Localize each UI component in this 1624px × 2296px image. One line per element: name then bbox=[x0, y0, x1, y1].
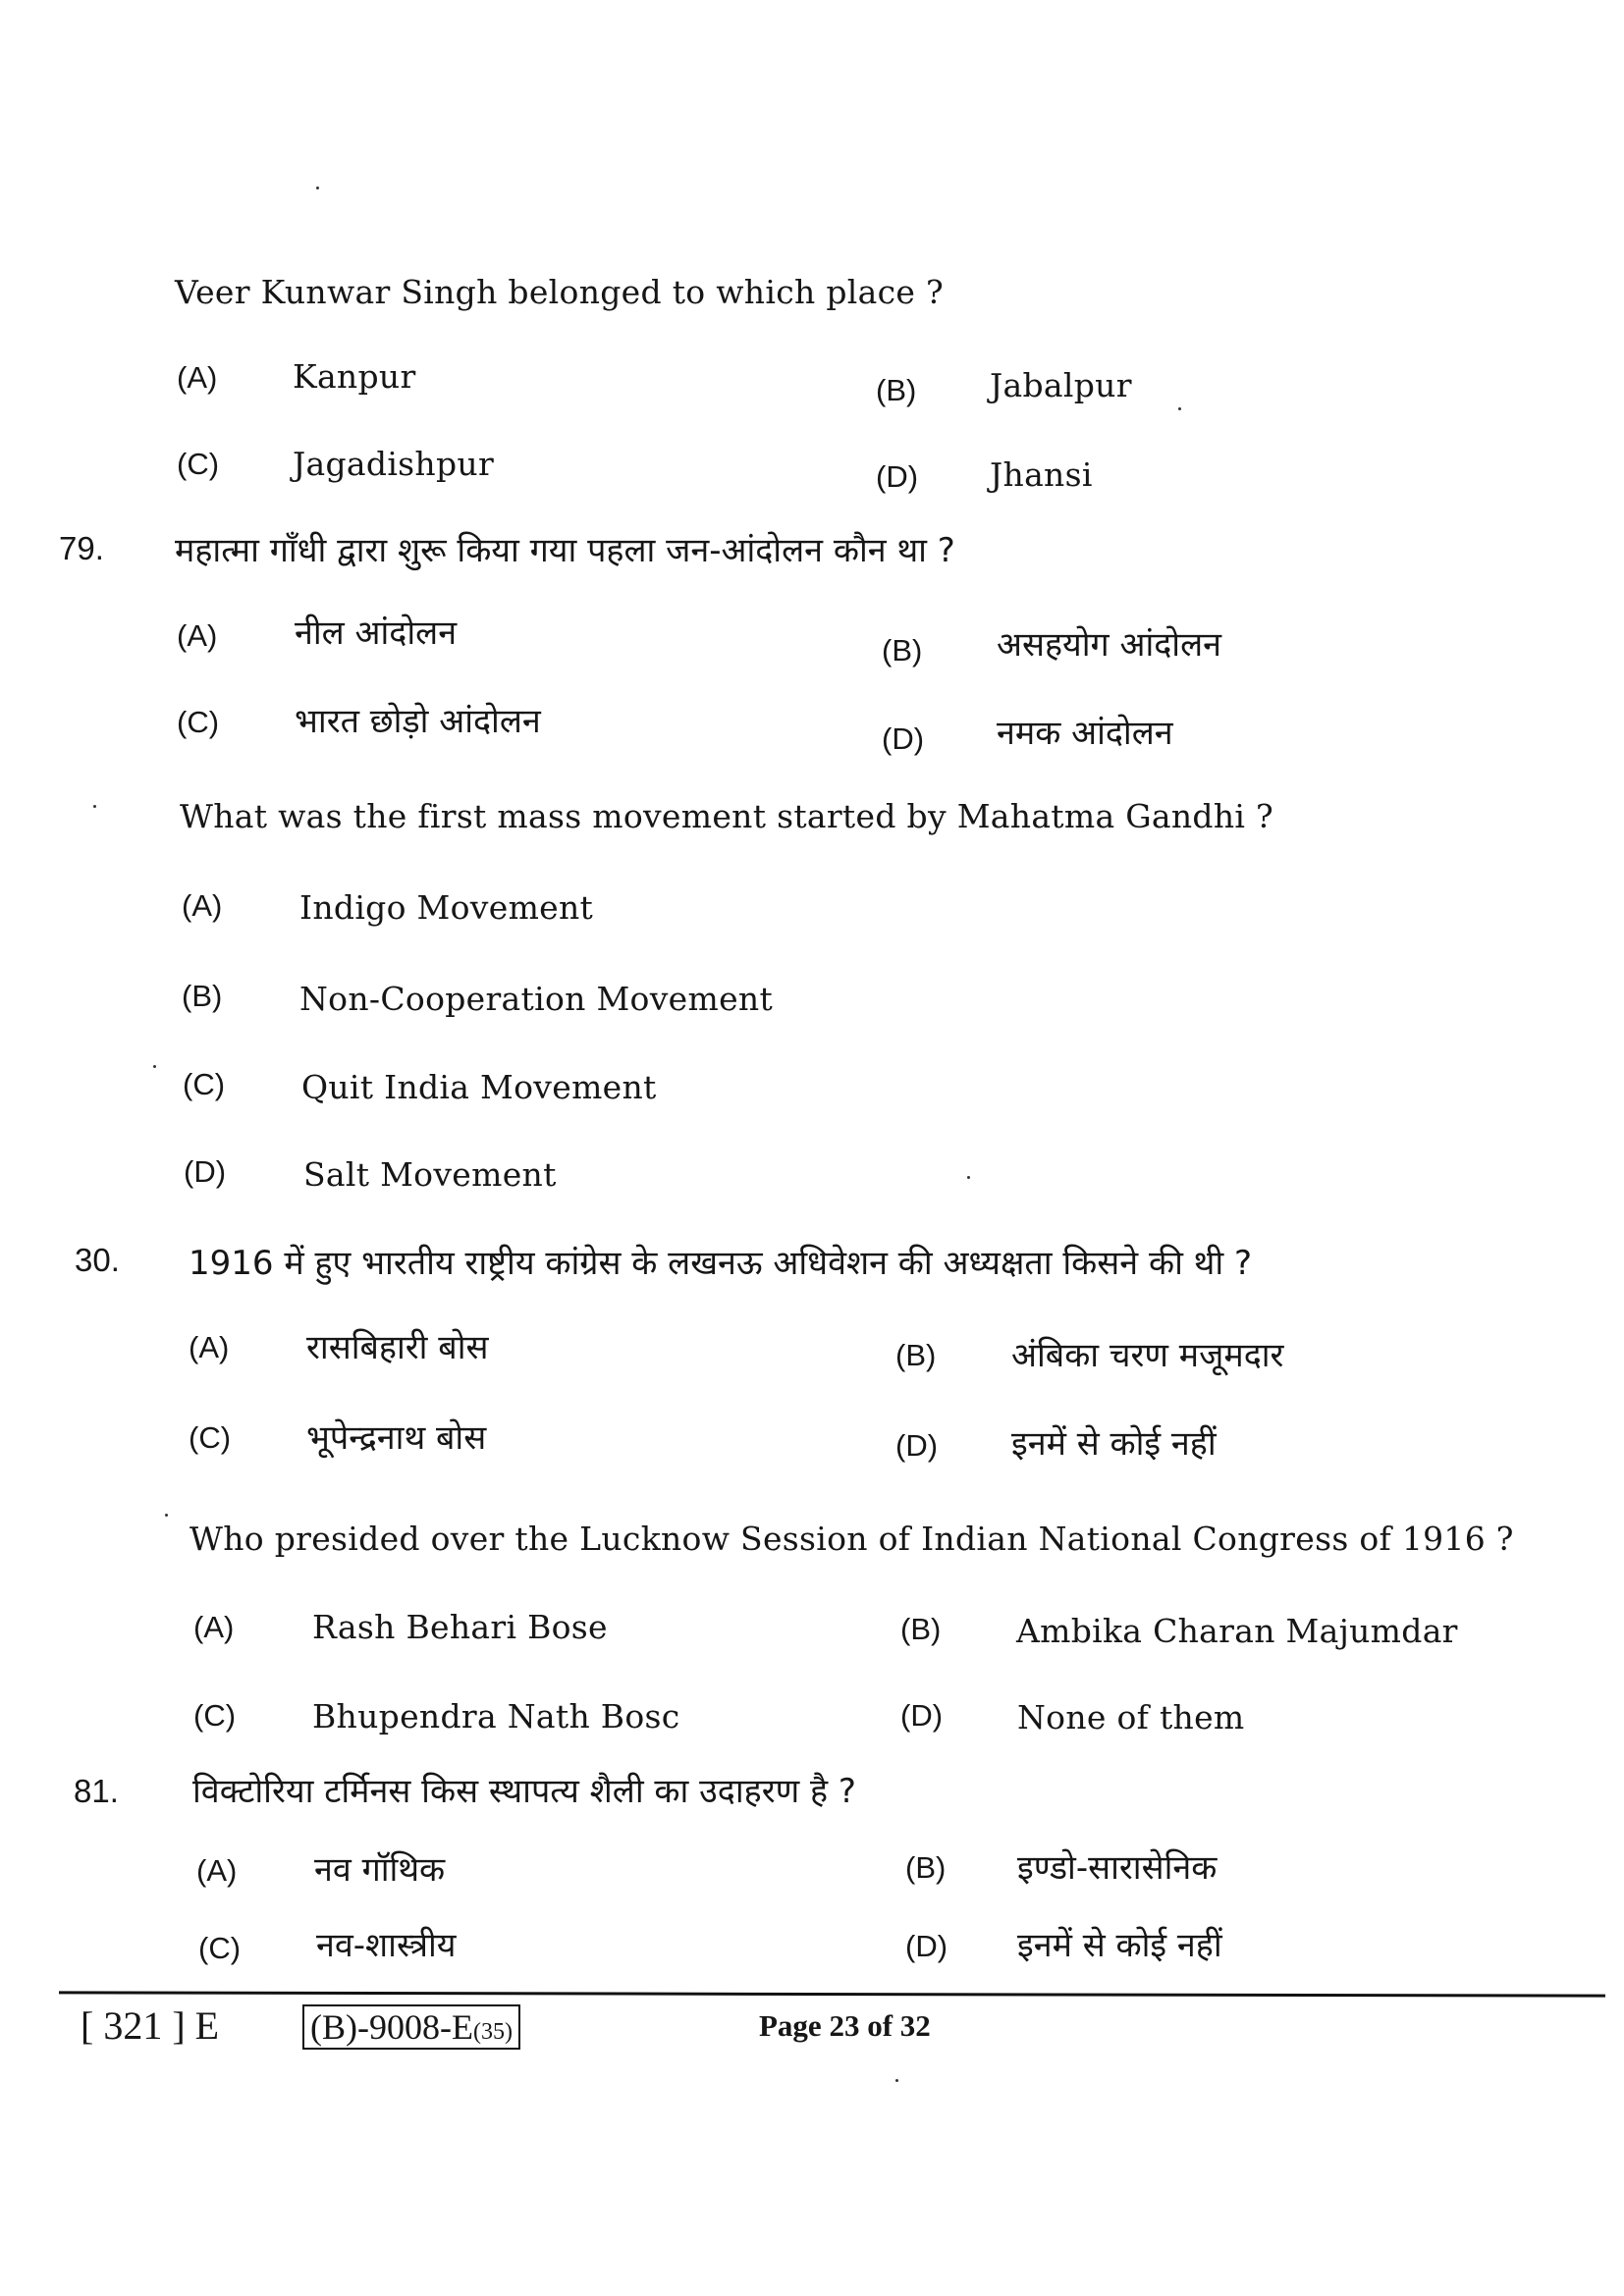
option-text: नव गॉथिक bbox=[314, 1850, 446, 1890]
option-label: (D) bbox=[895, 1428, 939, 1463]
option-text: Indigo Movement bbox=[299, 888, 594, 927]
option-label: (B) bbox=[882, 633, 923, 667]
question-text: What was the first mass movement started by Mahatma Gandhi ? bbox=[180, 797, 1274, 835]
option-label: (A) bbox=[193, 1610, 235, 1644]
question-text: महात्मा गाँधी द्वारा शुरू किया गया पहला जन-आंदोलन कौन था ? bbox=[175, 531, 955, 570]
option-label: (D) bbox=[900, 1698, 944, 1733]
option-label: (B) bbox=[876, 373, 917, 407]
booklet-code-box bbox=[302, 2004, 520, 2050]
option-label: (D) bbox=[876, 459, 919, 494]
option-text: Jagadishpur bbox=[293, 445, 495, 483]
option-text: Bhupendra Nath Bosc bbox=[312, 1697, 680, 1735]
scan-speck bbox=[1178, 407, 1181, 410]
option-label: (C) bbox=[198, 1931, 242, 1965]
option-text: Ambika Charan Majumdar bbox=[1016, 1612, 1458, 1650]
option-label: (B) bbox=[182, 979, 223, 1013]
option-label: (C) bbox=[193, 1698, 237, 1733]
option-text: नव-शास्त्रीय bbox=[316, 1926, 457, 1965]
option-label: (D) bbox=[184, 1154, 227, 1189]
option-label: (B) bbox=[900, 1612, 942, 1646]
option-label: (A) bbox=[196, 1853, 238, 1888]
option-label: (B) bbox=[895, 1338, 937, 1372]
option-text: नील आंदोलन bbox=[295, 614, 458, 653]
option-label: (A) bbox=[177, 360, 218, 395]
option-label: (A) bbox=[189, 1330, 230, 1364]
question-text: Veer Kunwar Singh belonged to which place ? bbox=[175, 273, 944, 311]
question-text: विक्टोरिया टर्मिनस किस स्थापत्य शैली का उदाहरण है ? bbox=[192, 1772, 856, 1811]
booklet-code: (B)-9008-E bbox=[310, 2007, 473, 2047]
option-text: भारत छोड़ो आंदोलन bbox=[295, 702, 541, 741]
booklet-code-suffix: (35) bbox=[472, 2019, 513, 2045]
scan-speck bbox=[153, 1065, 156, 1068]
question-text: 1916 में हुए भारतीय राष्ट्रीय कांग्रेस के लखनऊ अधिवेशन की अध्यक्षता किसने की थी ? bbox=[189, 1244, 1253, 1283]
option-label: (D) bbox=[905, 1929, 948, 1963]
scan-speck bbox=[895, 2079, 898, 2082]
option-text: अंबिका चरण मजूमदार bbox=[1011, 1336, 1284, 1375]
scan-speck bbox=[316, 187, 319, 189]
page-number: Page 23 of 32 bbox=[759, 2008, 931, 2043]
option-text: रासबिहारी बोस bbox=[306, 1328, 489, 1367]
question-number: 81. bbox=[74, 1773, 119, 1809]
option-label: (C) bbox=[177, 447, 220, 481]
option-text: Kanpur bbox=[293, 357, 416, 396]
option-text: None of them bbox=[1017, 1698, 1245, 1736]
scan-speck bbox=[93, 805, 96, 808]
option-text: इण्डो-सारासेनिक bbox=[1017, 1848, 1218, 1888]
question-number: 79. bbox=[59, 530, 104, 566]
option-label: (B) bbox=[905, 1850, 947, 1885]
option-label: (A) bbox=[182, 888, 223, 923]
option-label: (A) bbox=[177, 618, 218, 653]
footer-divider bbox=[59, 1991, 1605, 1997]
question-number: 30. bbox=[75, 1242, 120, 1278]
option-label: (D) bbox=[882, 721, 925, 756]
option-label: (C) bbox=[183, 1067, 226, 1101]
option-text: Non-Cooperation Movement bbox=[299, 980, 774, 1018]
scan-speck bbox=[967, 1176, 970, 1179]
option-text: Salt Movement bbox=[303, 1155, 557, 1194]
option-text: Quit India Movement bbox=[301, 1068, 657, 1106]
scan-speck bbox=[165, 1514, 168, 1517]
option-text: भूपेन्द्रनाथ बोस bbox=[306, 1418, 487, 1458]
option-text: असहयोग आंदोलन bbox=[997, 625, 1222, 665]
question-text: Who presided over the Lucknow Session of Indian National Congress of 1916 ? bbox=[189, 1520, 1514, 1558]
option-text: इनमें से कोई नहीं bbox=[1017, 1926, 1222, 1965]
option-label: (C) bbox=[177, 705, 220, 739]
option-text: Jabalpur bbox=[990, 366, 1132, 404]
option-label: (C) bbox=[189, 1420, 232, 1455]
option-text: Rash Behari Bose bbox=[312, 1608, 608, 1646]
option-text: Jhansi bbox=[990, 455, 1093, 494]
option-text: नमक आंदोलन bbox=[997, 714, 1173, 753]
paper-code: [ 321 ] E bbox=[81, 2003, 220, 2048]
option-text: इनमें से कोई नहीं bbox=[1011, 1424, 1217, 1464]
